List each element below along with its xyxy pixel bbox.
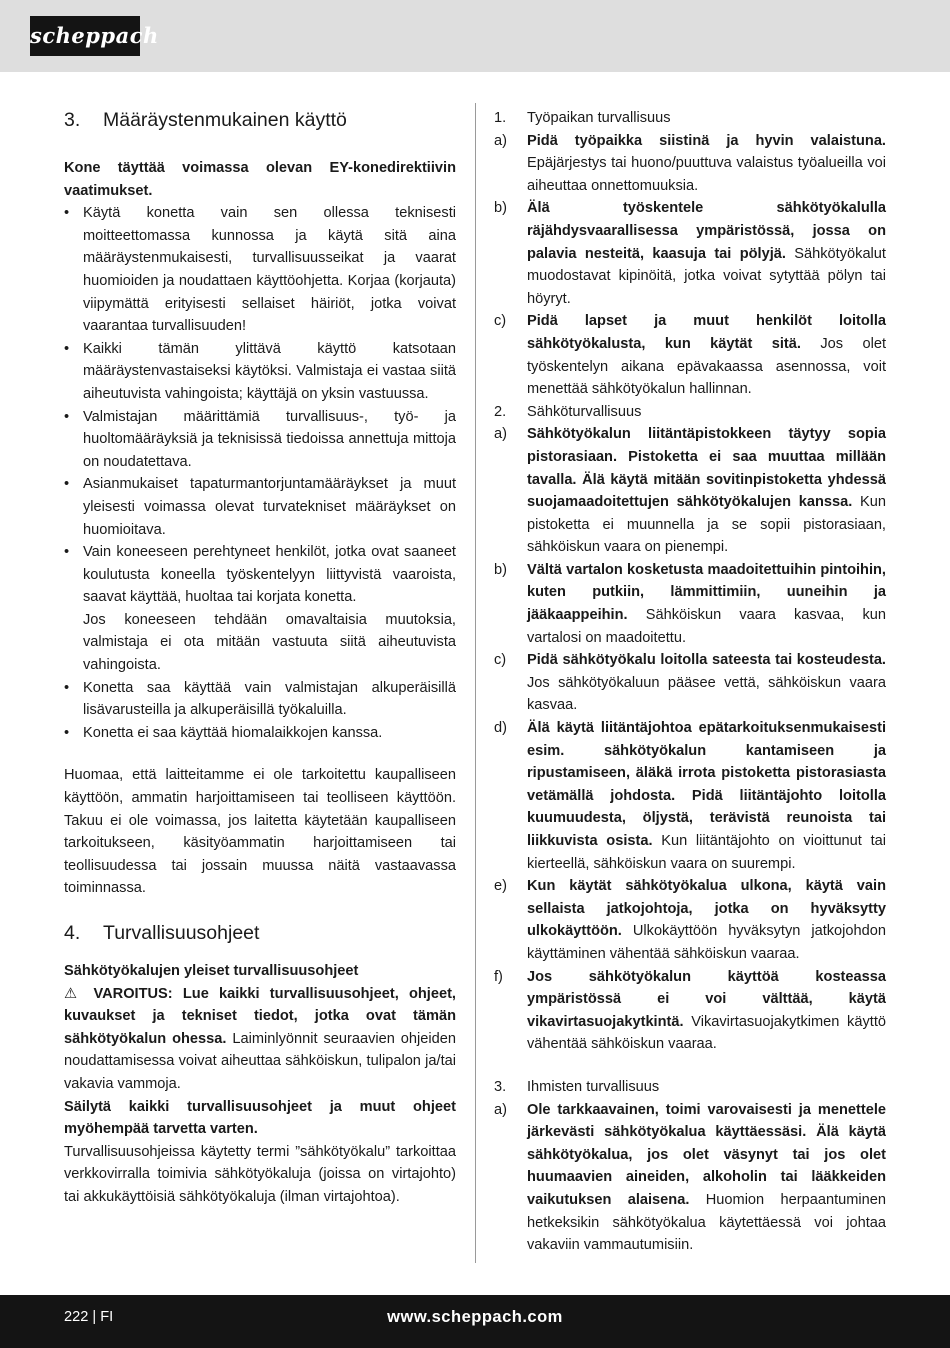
keep-instructions-text: Säilytä kaikki turvallisuusohjeet ja muut ohjeet myöhempää tarvetta varten. <box>64 1098 456 1138</box>
header-band <box>0 0 950 72</box>
item-label: f) <box>494 968 503 985</box>
section-4-heading <box>64 920 456 946</box>
item-bold: Pidä lapset ja muut henkilöt loitolla sähkötyökalusta, kun käytät sitä. <box>527 313 886 352</box>
section-3-number-right: 3. <box>494 1078 507 1095</box>
right-column <box>494 107 886 1257</box>
list-item <box>494 1099 886 1257</box>
section-4-title: Turvallisuusohjeet <box>103 922 260 944</box>
bullet-item: • Kaikki tämän ylittävä käyttö katsotaan määräystenvastaiseksi käytöksi. Valmistaja ei vastaa siitä aiheutuvista vahingoista; käyttäjä on yksin vastuussa. <box>64 338 456 406</box>
warning-normal-text: Laiminlyönnit seuraavien ohjeiden noudattamisessa voivat aiheuttaa sähköiskun, tulipalon ja/tai vakavia vammoja. <box>64 1030 456 1092</box>
section-1-number: 1. <box>494 110 507 126</box>
item-bold: Pidä työpaikka siistinä ja hyvin valaistuna. <box>527 132 886 149</box>
item-label: c) <box>494 313 507 330</box>
list-item <box>494 717 886 875</box>
warning-bold-text: VAROITUS: Lue kaikki turvallisuusohjeet, ohjeet, kuvaukset ja tekniset tiedot, jotka ovat tämän sähkötyökalun ohessa. <box>64 985 456 1047</box>
item-normal: Sähköiskun vaara kasvaa, kun vartalosi on maadoitettu. <box>527 607 886 646</box>
item-text <box>527 966 886 1056</box>
section-3-note: Huomaa, että laitteitamme ei ole tarkoitettu kaupalliseen käyttöön, ammatin harjoittamiseen tai teolliseen käyttöön. Takuu ei ole voimassa, jos laitetta käytetään kaupalliseen tarkoitukseen, käsityöammatin harjoittamiseen tai teollisuudessa tai jossain muussa näitä vastaavassa toiminnassa. <box>64 767 456 897</box>
left-column <box>64 107 456 1209</box>
bullet-item: • Valmistajan määrittämiä turvallisuus-, työ- ja huoltomääräyksiä ja teknisissä tiedoissa annettuja mittoja on noudatettava. <box>64 406 456 474</box>
column-divider <box>475 103 476 1263</box>
item-normal: Kun liitäntäjohto on vioittunut tai kierteellä, sähköiskun vaara on suurempi. <box>527 833 886 872</box>
item-text <box>527 423 886 559</box>
section-3-intro: Kone täyttää voimassa olevan EY-konedirektiivin vaatimukset. <box>64 160 456 199</box>
item-text <box>527 197 886 310</box>
item-normal: Sähkötyökalut muodostavat kipinöitä, jotka voivat sytyttää pölyn tai höyryt. <box>527 245 886 307</box>
item-bold: Pidä sähkötyökalu loitolla sateesta tai kosteudesta. <box>527 652 886 669</box>
item-normal: Huomion herpaantuminen hetkeksikin sähkötyökalua käytettäessä voi johtaa vakaviin vammautumisiin. <box>527 1191 887 1254</box>
list-item <box>494 559 886 649</box>
item-bold: Sähkötyökalun liitäntäpistokkeen täytyy sopia pistorasiaan. Pistoketta ei saa muuttaa millään tavalla. Älä käytä mitään sovitinpistoketta yhdessä suojamaadoitettujen sähkötyökalujen kanssa. <box>527 426 886 511</box>
bullet-item: • Vain koneeseen perehtyneet henkilöt, jotka ovat saaneet koulutusta koneella työskentelyyn liittyvistä vaaroista, saavat käyttää, huoltaa tai korjata konetta. <box>64 541 456 609</box>
item-normal: Jos sähkötyökaluun pääsee vettä, sähköiskun vaara kasvaa. <box>527 674 886 714</box>
section-4-subtitle: Sähkötyökalujen yleiset turvallisuusohjeet <box>64 963 359 979</box>
footer-band <box>0 1295 950 1348</box>
item-normal: Vikavirtasuojakytkimen käyttö vähentää sähköiskun vaaraa. <box>527 1013 886 1053</box>
list-item <box>494 310 886 400</box>
item-bold: Ole tarkkaavainen, toimi varovaisesti ja menettele järkevästi sähkötyökalua käyttäessäsi. Älä käytä sähkötyökalua, jos olet väsynyt tai jos olet huumaavien aineiden, alkoholin tai lääkkeiden vaikutuksen alaisena. <box>527 1101 886 1208</box>
item-bold: Jos sähkötyökalun käyttöä kosteassa ympäristössä ei voi välttää, käytä vikavirtasuojakytkintä. <box>527 968 886 1030</box>
list-item <box>494 649 886 717</box>
section-3-title-right: Ihmisten turvallisuus <box>527 1078 660 1095</box>
item-text <box>527 649 886 717</box>
item-bold: Kun käytät sähkötyökalua ulkona, käytä vain sellaista jatkojohtoja, jotka on hyväksytty ulkokäyttöön. <box>527 878 886 940</box>
bullet-item: • Konetta saa käyttää vain valmistajan alkuperäisillä lisävarusteilla ja alkuperäisillä työkaluilla. <box>64 677 456 722</box>
item-text <box>527 1099 886 1257</box>
item-text <box>527 310 886 400</box>
scheppach-logo: scheppach <box>30 16 140 56</box>
section-2-title: Sähköturvallisuus <box>527 403 642 420</box>
list-item <box>494 423 886 559</box>
section-3-heading <box>64 107 456 133</box>
section-2-heading <box>494 401 886 424</box>
item-normal: Epäjärjestys tai huono/puuttuva valaistus työalueilla voi aiheuttaa onnettomuuksia. <box>527 155 886 194</box>
list-item <box>494 966 886 1056</box>
list-item <box>494 197 886 310</box>
section-3-title: Määräystenmukainen käyttö <box>103 109 347 131</box>
bullet-item: • Konetta ei saa käyttää hiomalaikkojen kanssa. <box>64 722 456 745</box>
item-bold: Vältä vartalon kosketusta maadoitettuihin pintoihin, kuten putkiin, lämmittimiin, uuneihin ja jääkaappeihin. <box>527 561 886 624</box>
section-3-bullet-list <box>64 202 456 744</box>
item-label: b) <box>494 200 507 217</box>
bullet-item: • Käytä konetta vain sen ollessa teknisesti moitteettomassa kunnossa ja käytä sitä aina määräystenmukaisesti, turvallisuusseikat ja vaarat huomioiden ja noudattaen käyttöohjetta. Korjaa (korjauta) viipymättä erityisesti sellaiset häiriöt, jotka voivat vaarantaa turvallisuuden! <box>64 202 456 338</box>
item-label: c) <box>494 652 507 669</box>
item-label: a) <box>494 426 507 443</box>
section-3-heading-right <box>494 1076 886 1099</box>
list-item <box>494 130 886 198</box>
section-1-heading <box>494 107 886 130</box>
warning-paragraph <box>64 983 456 1096</box>
item-text <box>527 130 886 198</box>
item-text <box>527 875 886 965</box>
item-bold: Älä työskentele sähkötyökalulla räjähdysvaarallisessa ympäristössä, jossa on palavia nesteitä, kaasuja tai pölyjä. <box>527 200 886 262</box>
section-4-number: 4. <box>64 922 81 944</box>
item-text <box>527 717 886 875</box>
item-text <box>527 559 886 649</box>
website-link[interactable]: www.scheppach.com <box>387 1308 563 1326</box>
item-label: d) <box>494 720 507 737</box>
list-item <box>494 875 886 965</box>
item-normal: Ulkokäyttöön hyväksytyn jatkojohdon käyttäminen vähentää sähköiskun vaaraa. <box>527 923 887 962</box>
page-number: 222 | FI <box>64 1309 114 1325</box>
bullet-continuation: Jos koneeseen tehdään omavaltaisia muutoksia, valmistaja ei ota mitään vastuuta siitä aiheutuvista vahingoista. <box>83 611 456 674</box>
item-label: b) <box>494 561 507 578</box>
item-label: a) <box>494 1101 507 1118</box>
item-label: a) <box>494 132 507 149</box>
item-label: e) <box>494 878 507 895</box>
item-normal: Kun pistoketta ei muunnella ja se sopii pistorasiaan, sähköiskun vaara on pienempi. <box>527 494 887 556</box>
section-2-number: 2. <box>494 403 507 420</box>
section-3-number: 3. <box>64 109 81 131</box>
term-definition-text: Turvallisuusohjeissa käytetty termi ”sähkötyökalu” tarkoittaa verkkovirralla toimivia sähkötyökaluja (joissa on virtajohto) tai akkukäyttöisiä sähkötyökaluja (ilman virtajohtoa). <box>64 1143 456 1205</box>
item-bold: Älä käytä liitäntäjohtoa epätarkoituksenmukaisesti esim. sähkötyökalun kantamiseen ja ripustamiseen, äläkä irrota pistoketta pistorasiasta vetämällä johdosta. Pidä liitäntäjohto loitolla kuumuudesta, öljystä, terävistä reunoista tai liikkuvista osista. <box>527 720 886 849</box>
section-1-title: Työpaikan turvallisuus <box>527 110 671 126</box>
bullet-item: • Asianmukaiset tapaturmantorjuntamääräykset ja muut yleisesti voimassa olevat turvatekniset määräykset on huomioitava. <box>64 473 456 541</box>
warning-triangle-icon: ⚠ <box>64 985 84 1002</box>
item-normal: Jos olet työskentelyn aikana epävakaassa asennossa, voit menettää sähkötyökalun hallinnan. <box>527 335 886 398</box>
